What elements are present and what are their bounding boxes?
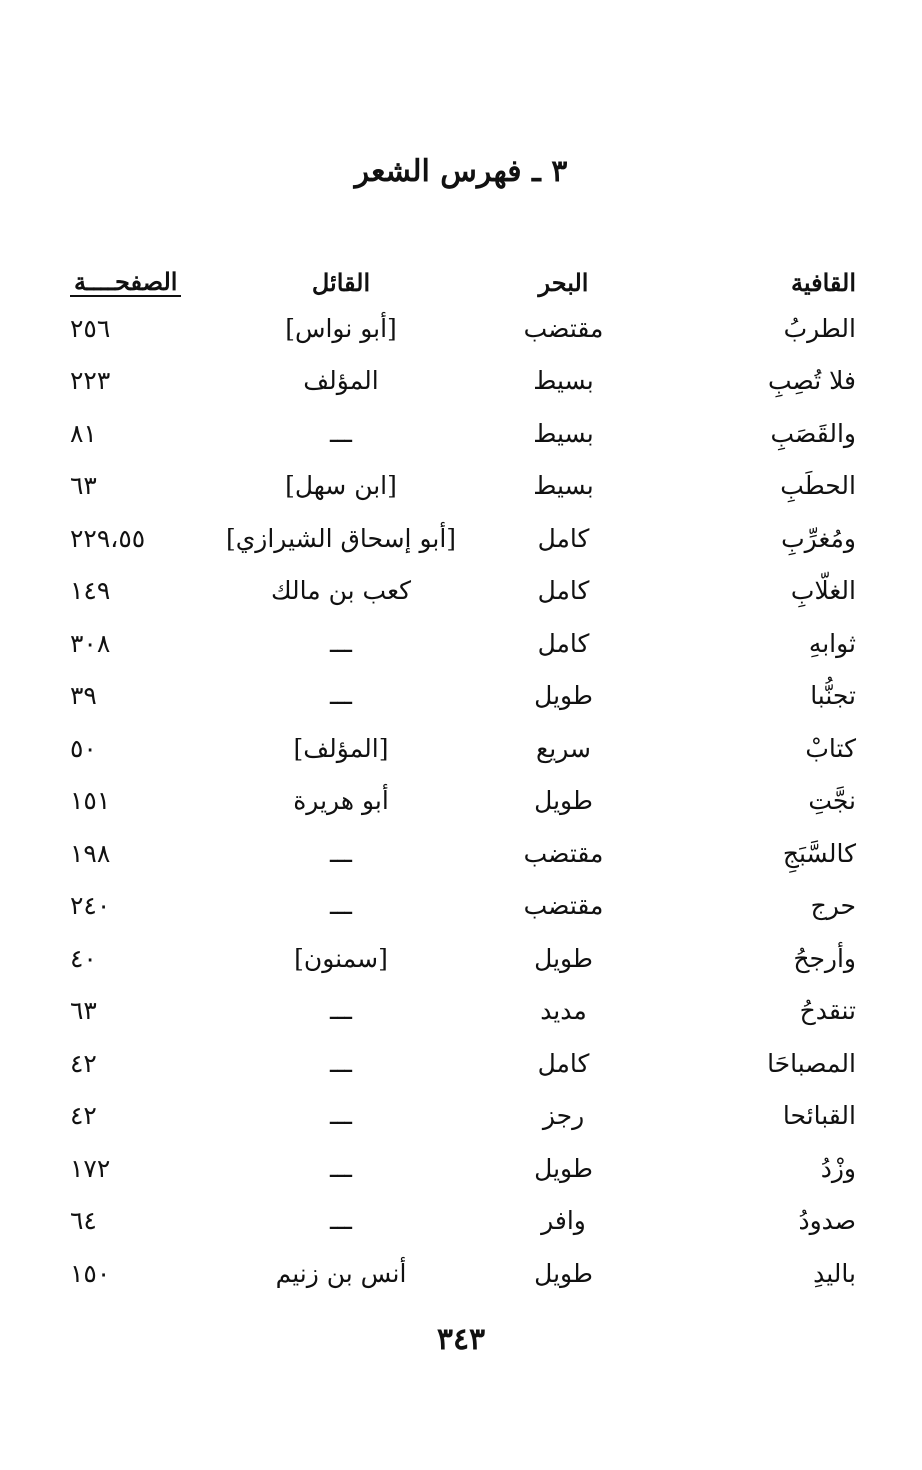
cell-page: ٢٢٣ bbox=[70, 366, 111, 396]
table-row bbox=[70, 880, 856, 933]
table-row bbox=[70, 985, 856, 1038]
cell-poet: المؤلف bbox=[303, 366, 379, 396]
table-row bbox=[70, 512, 856, 565]
table-row bbox=[70, 302, 856, 355]
cell-poet: [أبو نواس] bbox=[285, 313, 397, 343]
cell-meter: سريع bbox=[535, 733, 591, 763]
table-row bbox=[70, 932, 856, 985]
cell-page: ٥٠ bbox=[70, 733, 97, 763]
cell-page: ٢٢٩،٥٥ bbox=[70, 523, 146, 553]
table-body bbox=[70, 302, 856, 1300]
cell-meter: بسيط bbox=[533, 366, 594, 396]
page-title: ٣ ـ فهرس الشعر bbox=[354, 154, 568, 189]
cell-page: ١٥١ bbox=[70, 786, 111, 816]
cell-meter: بسيط bbox=[533, 418, 594, 448]
table-row bbox=[70, 1037, 856, 1090]
cell-page: ٢٥٦ bbox=[70, 313, 111, 343]
table-row bbox=[70, 827, 856, 880]
cell-page: ١٩٨ bbox=[70, 838, 111, 868]
page-number: ٣٤٣ bbox=[436, 1322, 486, 1357]
cell-rhyme: الغلّابِ bbox=[790, 576, 856, 606]
table-row bbox=[70, 722, 856, 775]
cell-meter: مقتضب bbox=[523, 891, 604, 921]
cell-rhyme: وأرجحُ bbox=[793, 943, 856, 973]
cell-rhyme: صدودُ bbox=[798, 1206, 856, 1236]
cell-poet: [ابن سهل] bbox=[285, 471, 397, 501]
cell-rhyme: والقَصَبِ bbox=[770, 418, 856, 448]
cell-meter: رجز bbox=[542, 1101, 585, 1131]
cell-page: ٢٤٠ bbox=[70, 891, 111, 921]
table-row bbox=[70, 1247, 856, 1300]
cell-page: ٤٢ bbox=[70, 1048, 97, 1078]
cell-rhyme: القبائحا bbox=[782, 1101, 856, 1131]
cell-page: ٦٤ bbox=[70, 1206, 97, 1236]
cell-rhyme: كتابْ bbox=[805, 733, 856, 763]
cell-rhyme: الحطَبِ bbox=[780, 471, 856, 501]
cell-rhyme: كالسَّبَجِ bbox=[782, 838, 856, 868]
cell-poet: ـــ bbox=[330, 996, 352, 1026]
table-row bbox=[70, 1195, 856, 1248]
cell-poet: كعب بن مالك bbox=[270, 576, 412, 606]
cell-poet: ـــ bbox=[330, 628, 352, 658]
cell-page: ٣٩ bbox=[70, 681, 97, 711]
header-row bbox=[70, 262, 856, 302]
cell-rhyme: فلا تُصِبِ bbox=[767, 366, 856, 396]
cell-poet: [المؤلف] bbox=[293, 733, 389, 763]
cell-poet: أنس بن زنيم bbox=[275, 1258, 407, 1288]
cell-page: ٤٠ bbox=[70, 943, 97, 973]
cell-meter: طويل bbox=[534, 1153, 593, 1183]
cell-meter: طويل bbox=[534, 681, 593, 711]
table-row bbox=[70, 355, 856, 408]
cell-rhyme: نجَّتِ bbox=[808, 786, 856, 816]
table-row bbox=[70, 775, 856, 828]
cell-poet: ـــ bbox=[330, 1153, 352, 1183]
cell-meter: كامل bbox=[537, 523, 590, 553]
cell-page: ٦٣ bbox=[70, 471, 97, 501]
cell-page: ٦٣ bbox=[70, 996, 97, 1026]
cell-rhyme: الطربُ bbox=[783, 313, 856, 343]
cell-meter: مديد bbox=[540, 996, 587, 1026]
cell-page: ٤٢ bbox=[70, 1101, 97, 1131]
table-row bbox=[70, 670, 856, 723]
cell-poet: ـــ bbox=[330, 1206, 352, 1236]
table-row bbox=[70, 1090, 856, 1143]
cell-poet: ـــ bbox=[330, 838, 352, 868]
cell-page: ١٧٢ bbox=[70, 1153, 111, 1183]
cell-rhyme: ومُغرِّبِ bbox=[781, 523, 856, 553]
cell-meter: طويل bbox=[534, 943, 593, 973]
header-rhyme: القافية bbox=[790, 267, 856, 297]
cell-page: ٨١ bbox=[70, 418, 97, 448]
table-row bbox=[70, 617, 856, 670]
cell-meter: مقتضب bbox=[523, 313, 604, 343]
cell-page: ٣٠٨ bbox=[70, 628, 111, 658]
cell-rhyme: المصباحَا bbox=[767, 1048, 856, 1078]
table-row bbox=[70, 460, 856, 513]
cell-rhyme: تنقدحُ bbox=[799, 996, 856, 1026]
cell-meter: كامل bbox=[537, 576, 590, 606]
cell-poet: ـــ bbox=[330, 891, 352, 921]
table-header bbox=[70, 262, 856, 302]
poetry-index-table bbox=[70, 262, 856, 1300]
cell-poet: [أبو إسحاق الشيرازي] bbox=[225, 523, 457, 553]
cell-poet: ـــ bbox=[330, 681, 352, 711]
cell-meter: كامل bbox=[537, 1048, 590, 1078]
table-row bbox=[70, 565, 856, 618]
header-page bbox=[70, 262, 211, 302]
cell-poet: ـــ bbox=[330, 418, 352, 448]
cell-page: ١٥٠ bbox=[70, 1258, 111, 1288]
cell-meter: كامل bbox=[537, 628, 590, 658]
cell-rhyme: ثوابهِ bbox=[808, 628, 856, 658]
table-row bbox=[70, 1142, 856, 1195]
cell-poet: [سمنون] bbox=[294, 943, 388, 973]
header-page-label: الصفحــــة bbox=[70, 269, 181, 297]
cell-meter: مقتضب bbox=[523, 838, 604, 868]
cell-meter: طويل bbox=[534, 786, 593, 816]
cell-page: ١٤٩ bbox=[70, 576, 111, 606]
cell-meter: وافر bbox=[541, 1206, 586, 1236]
cell-rhyme: وزْدُ bbox=[820, 1153, 856, 1183]
cell-meter: طويل bbox=[534, 1258, 593, 1288]
cell-poet: ـــ bbox=[330, 1101, 352, 1131]
cell-poet: ـــ bbox=[330, 1048, 352, 1078]
cell-rhyme: تجنُّبا bbox=[810, 681, 856, 711]
cell-poet: أبو هريرة bbox=[293, 786, 389, 816]
header-poet: القائل bbox=[311, 267, 371, 297]
table-row bbox=[70, 407, 856, 460]
header-meter: البحر bbox=[538, 267, 589, 297]
cell-rhyme: باليدِ bbox=[813, 1258, 856, 1288]
cell-meter: بسيط bbox=[533, 471, 594, 501]
cell-rhyme: حرج bbox=[810, 891, 856, 921]
